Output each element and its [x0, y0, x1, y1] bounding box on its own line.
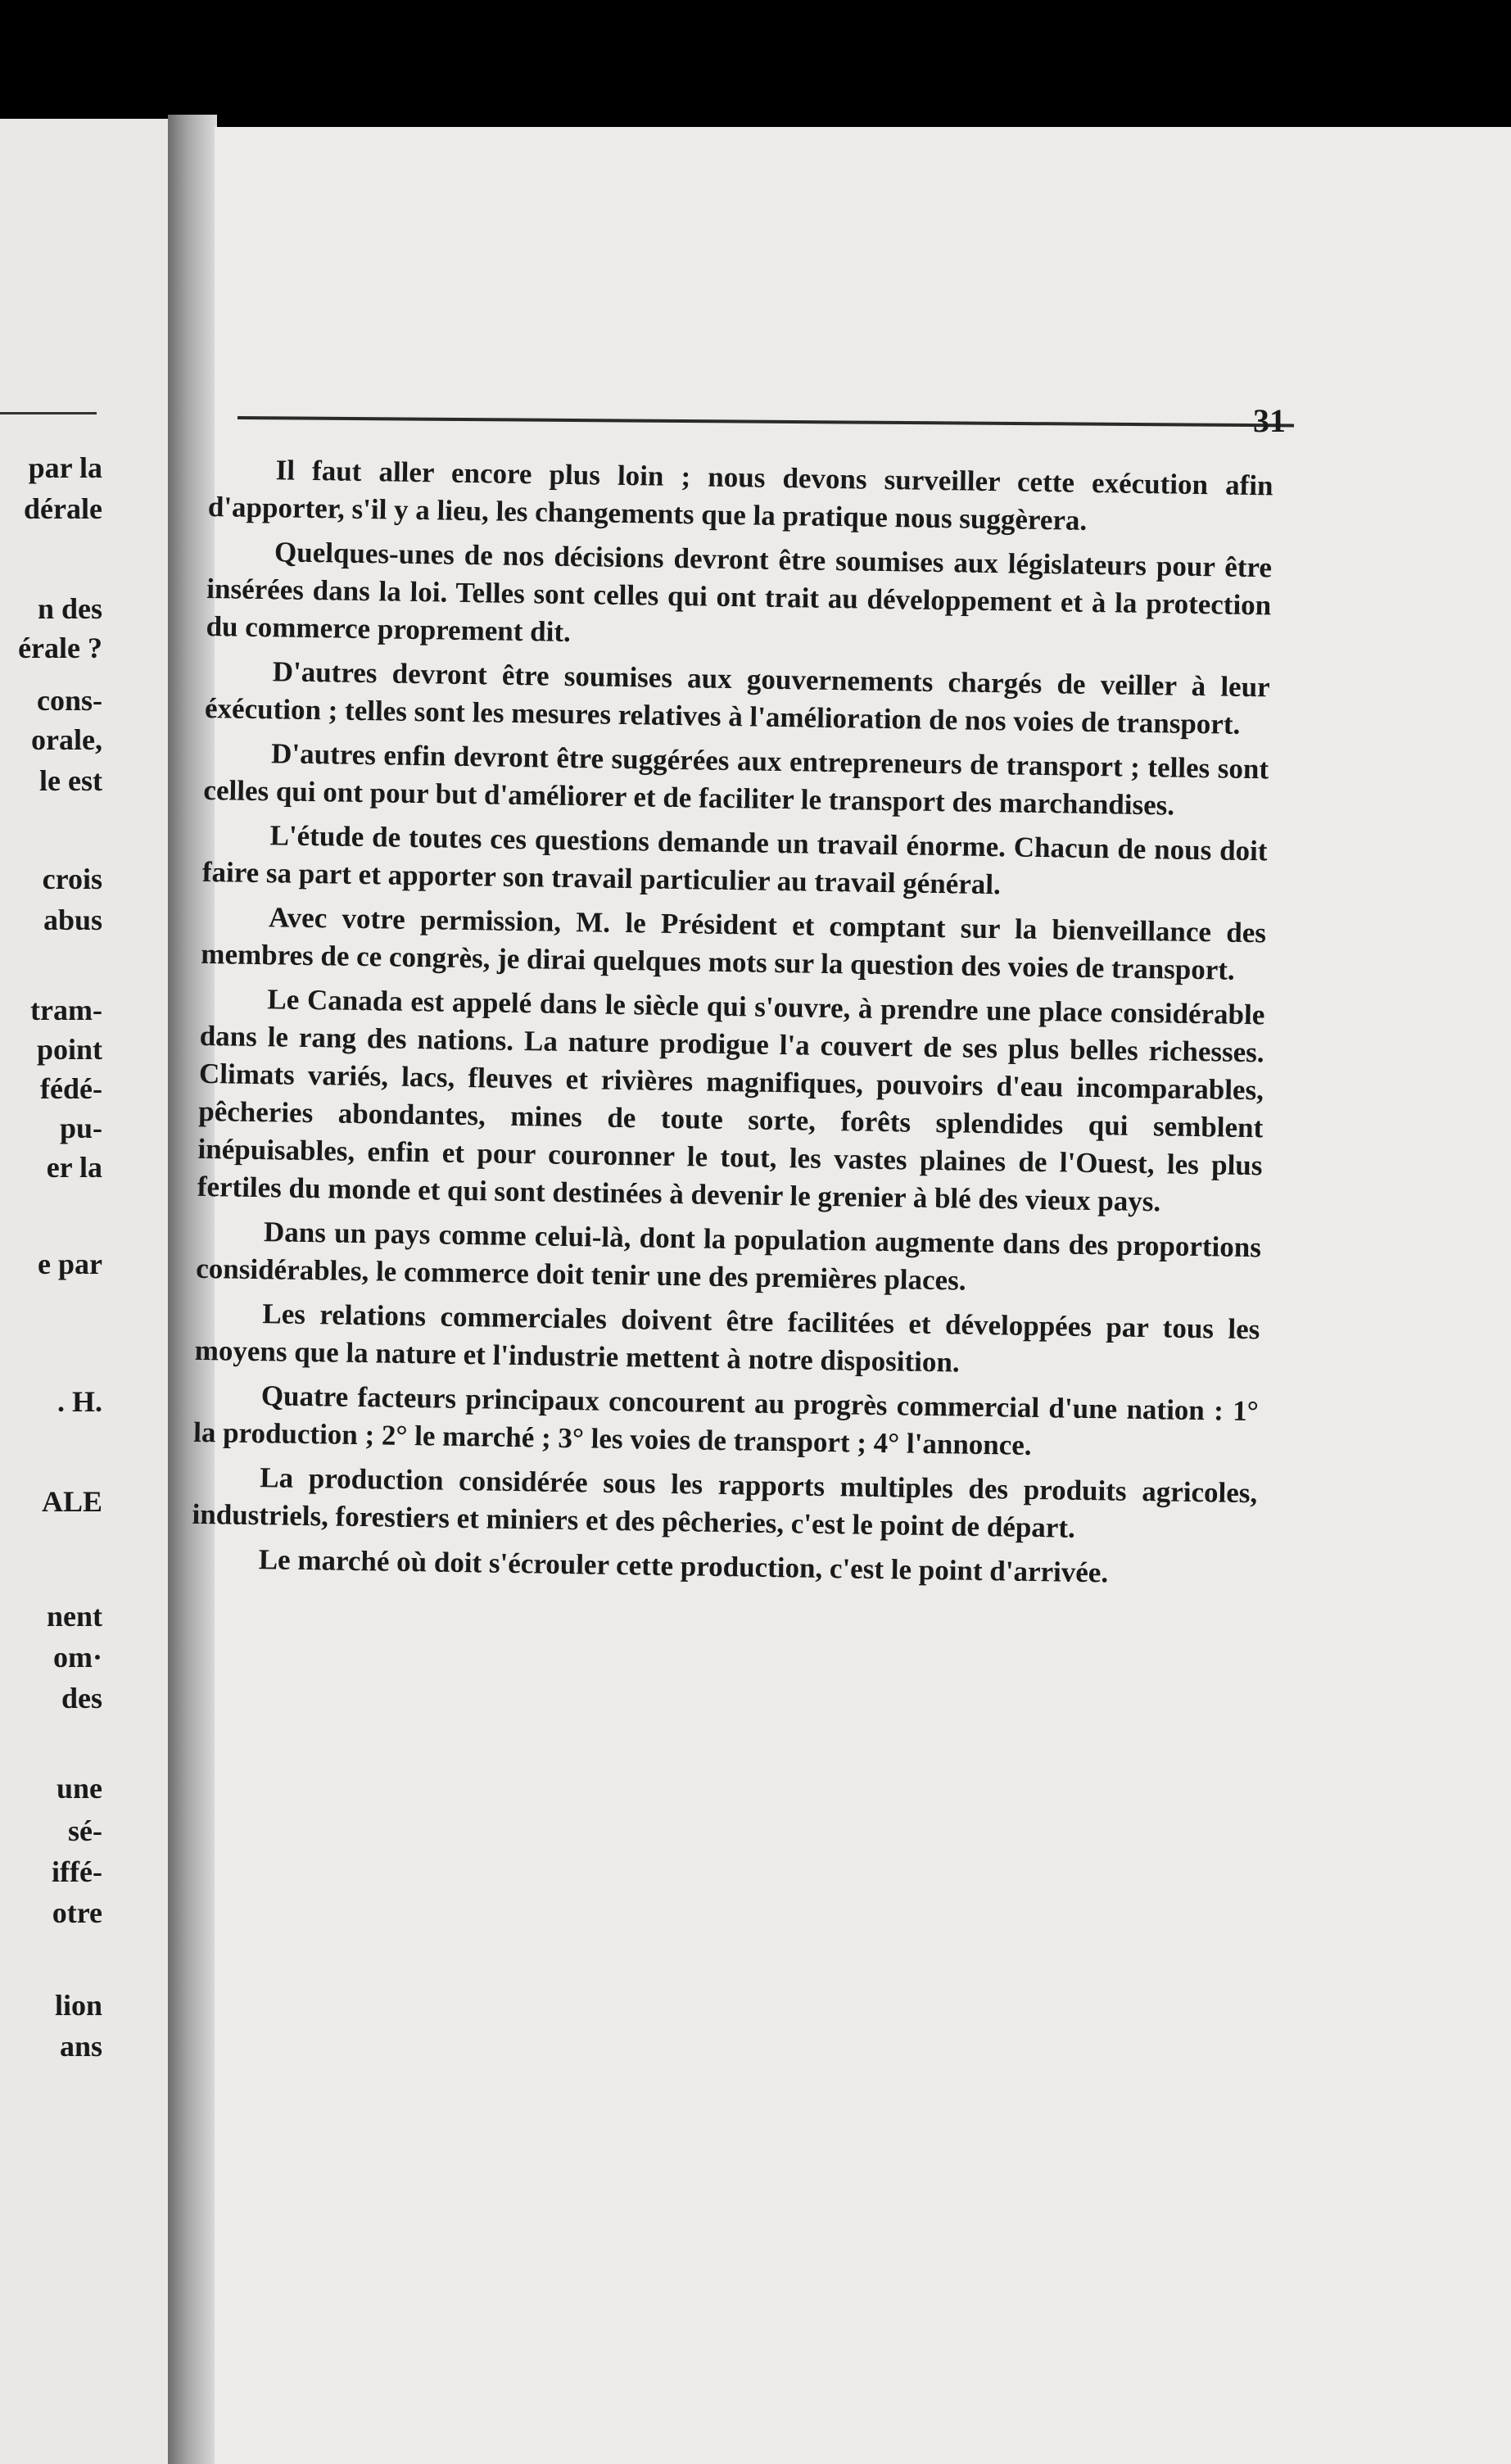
left-margin-line: érale ?: [18, 632, 102, 664]
left-margin-line: cons-: [37, 684, 102, 717]
left-margin-line: abus: [43, 904, 102, 936]
left-margin-line: fédé-: [40, 1072, 102, 1105]
left-margin-line: sé-: [68, 1814, 102, 1847]
left-margin-line: dérale: [24, 492, 102, 525]
left-margin-line: nent: [46, 1600, 102, 1633]
left-margin-line: une: [56, 1772, 102, 1805]
paragraph: D'autres enfin devront être suggérées aux entrepreneurs de transport ; telles sont celles qui ont pour but d'améliorer et de faciliter le transport des marchandises.: [203, 737, 1269, 822]
left-margin-line: des: [61, 1682, 102, 1714]
paragraph: Il faut aller encore plus loin ; nous devons surveiller cette exécution afin d'apporter, s'il y a lieu, les changements que la pratique nous suggèrera.: [207, 454, 1273, 537]
left-margin-line: . H.: [57, 1385, 102, 1418]
left-margin-line: ans: [59, 2030, 102, 2063]
page-number: 31: [1253, 402, 1286, 439]
paragraph: D'autres devront être soumises aux gouvernements chargés de veiller à leur éxécution ; telles sont les mesures relatives à l'amélioration de nos voies de transport.: [204, 655, 1270, 741]
left-margin-line: pu-: [59, 1112, 102, 1144]
paragraph: Les relations commerciales doivent être facilitées et développées par tous les moyens que la nature et l'industrie mettent à notre disposition.: [194, 1298, 1260, 1379]
left-page-rule: [0, 412, 97, 414]
paragraph: Avec votre permission, M. le Président et comptant sur la bienveillance des membres de ce congrès, je dirai quelques mots sur la question des voies de transport.: [201, 901, 1267, 986]
paragraph: Quelques-unes de nos décisions devront être soumises aux législateurs pour être insérées dans la loi. Telles sont celles qui ont trait au développement et à la protection du commerce proprement dit.: [206, 536, 1273, 648]
left-margin-line: e par: [38, 1248, 102, 1280]
left-margin-line: lion: [54, 1989, 102, 2022]
left-margin-line: otre: [52, 1896, 102, 1929]
left-margin-line: tram-: [30, 994, 102, 1026]
left-margin-line: n des: [37, 592, 102, 625]
paragraph: Le Canada est appelé dans le siècle qui s'ouvre, à prendre une place considérable dans le rang des nations. La nature prodigue l'a couvert de ses plus belles richesses. Climats variés, lacs, fleuves et rivières magnifiques, pouvoirs d'eau incomparables, pêcheries abondantes, mines de toute sorte, forêts splendides qui semblent inépuisables, enfin et pour couronner le tout, les vastes plaines de l'Ouest, les plus fertiles du monde et qui sont destinées à devenir le grenier à blé des vieux pays.: [197, 983, 1265, 1218]
left-margin-line: crois: [42, 863, 102, 895]
left-margin-line: par la: [28, 451, 102, 484]
left-margin-line: point: [36, 1033, 102, 1066]
left-margin-line: ALE: [41, 1485, 102, 1518]
paragraph: Quatre facteurs principaux concourent au progrès commercial d'une nation : 1° la production ; 2° le marché ; 3° les voies de transport ; 4° l'annonce.: [192, 1379, 1260, 1461]
page-body: [191, 451, 1273, 1601]
paragraph: Le marché où doit s'écrouler cette production, c'est le point d'arrivée.: [258, 1543, 1109, 1589]
paragraph: La production considérée sous les rapports multiples des produits agricoles, industriels, forestiers et miniers et des pêcheries, c'est le point de départ.: [192, 1461, 1258, 1544]
left-margin-line: le est: [39, 764, 102, 797]
left-page-edge: [0, 119, 168, 2464]
left-margin-line: om·: [53, 1641, 102, 1674]
paragraph: Dans un pays comme celui-là, dont la population augmente dans des proportions considérables, le commerce doit tenir une des premières places.: [196, 1216, 1262, 1297]
left-margin-line: orale,: [31, 723, 102, 756]
left-margin-line: er la: [46, 1151, 102, 1184]
left-margin-line: iffé-: [52, 1855, 102, 1888]
paragraph: L'étude de toutes ces questions demande un travail énorme. Chacun de nous doit faire sa part et apporter son travail particulier au travail général.: [201, 819, 1268, 901]
